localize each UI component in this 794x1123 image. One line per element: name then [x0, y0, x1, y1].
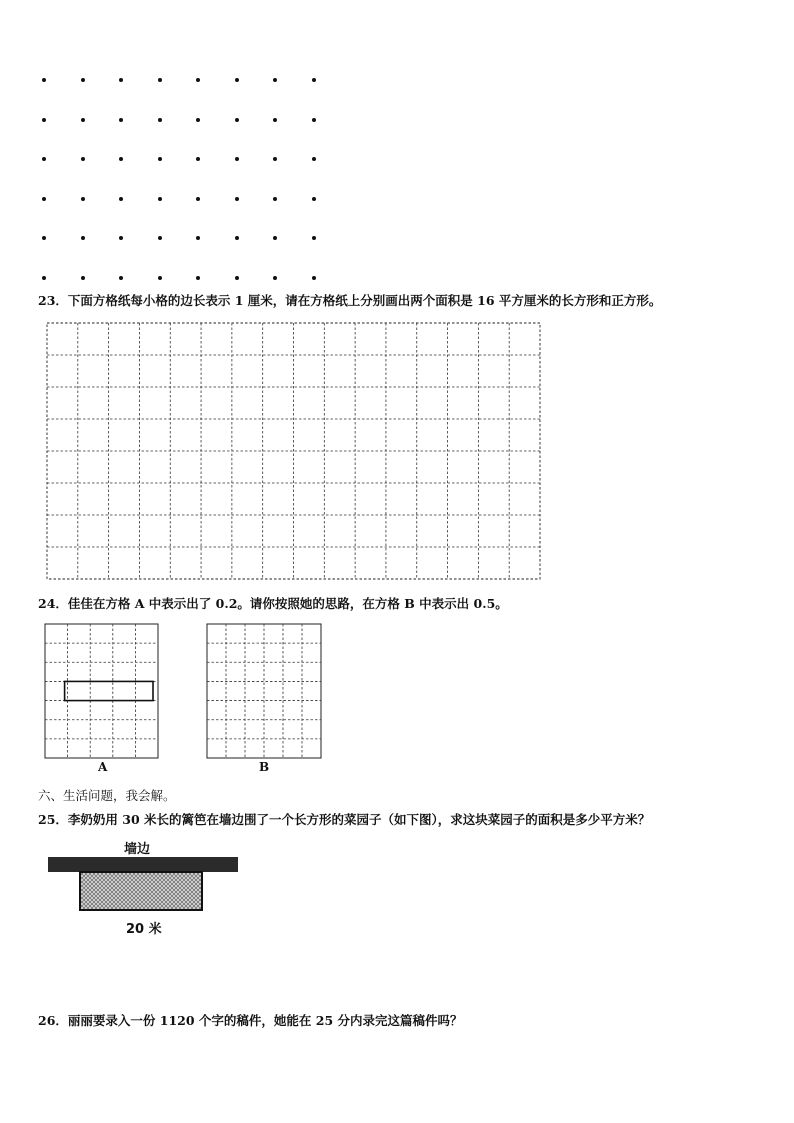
grid-b-label: B: [259, 760, 270, 774]
question-24-text: 24．佳佳在方格 A 中表示出了 0.2。请你按照她的思路，在方格 B 中表示出 0.5。: [38, 596, 508, 611]
grid-a-label: A: [98, 760, 108, 774]
length-label: 20 米: [126, 922, 162, 937]
vegetable-garden: [80, 872, 202, 910]
wall: [48, 857, 238, 872]
question-26-text: 26．丽丽要录入一份 1120 个字的稿件，她能在 25 分内录完这篇稿件吗？: [38, 1013, 463, 1028]
question-23-text: 23．下面方格纸每小格的边长表示 1 厘米，请在方格纸上分别画出两个面积是 16 平方厘米的长方形和正方形。: [38, 293, 662, 308]
section-6-title: 六、生活问题，我会解。: [38, 788, 176, 803]
wall-label: 墙边: [124, 842, 151, 857]
question-25-text: 25．李奶奶用 30 米长的篱笆在墙边围了一个长方形的菜园子（如下图），求这块菜园子的面积是多少平方米？: [38, 812, 651, 827]
